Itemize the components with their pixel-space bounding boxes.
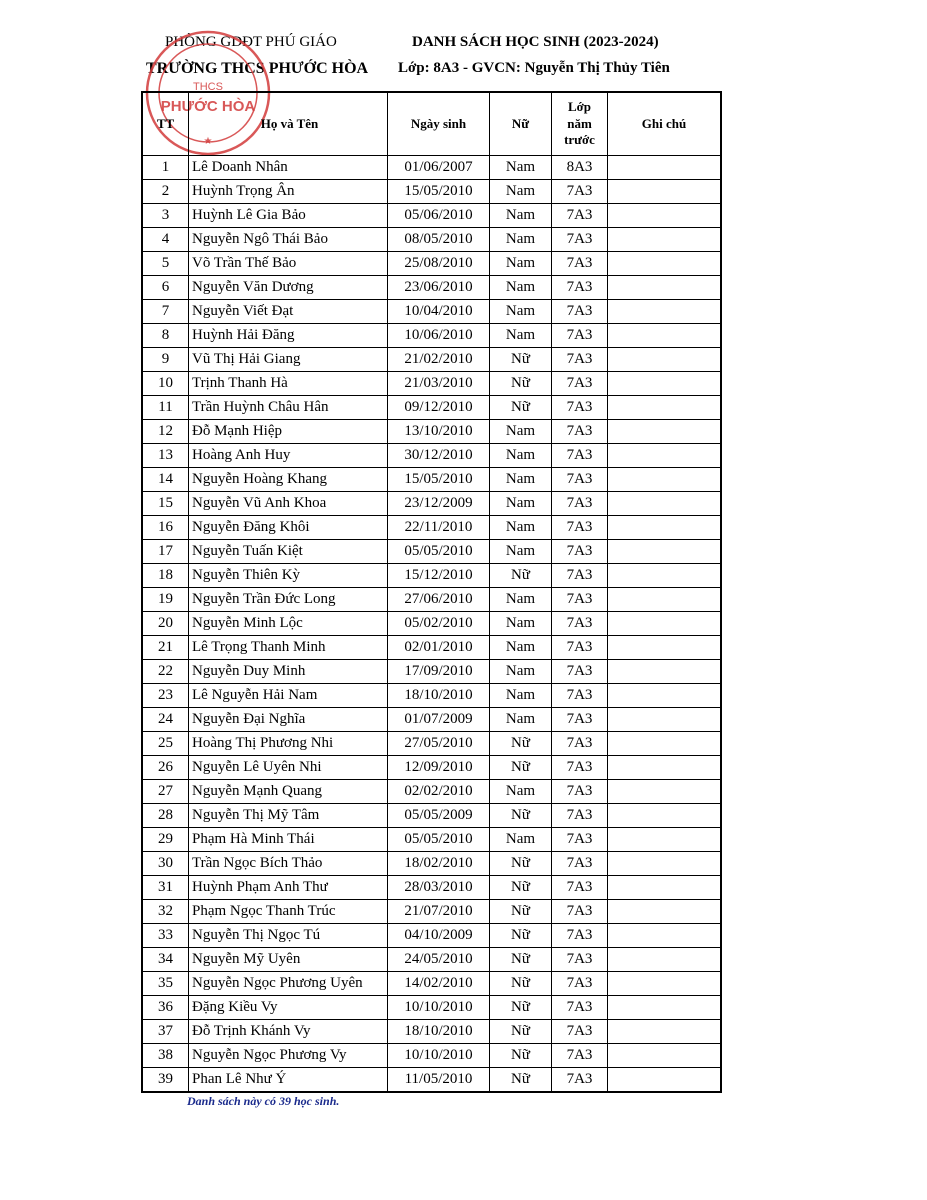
cell-note bbox=[608, 972, 722, 996]
cell-prev-class: 7A3 bbox=[552, 324, 608, 348]
cell-dob: 15/12/2010 bbox=[388, 564, 490, 588]
cell-tt: 39 bbox=[142, 1068, 189, 1093]
cell-note bbox=[608, 396, 722, 420]
cell-dob: 18/02/2010 bbox=[388, 852, 490, 876]
cell-note bbox=[608, 684, 722, 708]
cell-note bbox=[608, 564, 722, 588]
cell-prev-class: 7A3 bbox=[552, 300, 608, 324]
cell-sex: Nam bbox=[490, 540, 552, 564]
col-header-tt: TT bbox=[142, 92, 189, 156]
cell-note bbox=[608, 252, 722, 276]
cell-sex: Nữ bbox=[490, 564, 552, 588]
table-row bbox=[142, 276, 721, 300]
cell-prev-class: 7A3 bbox=[552, 228, 608, 252]
cell-tt: 33 bbox=[142, 924, 189, 948]
cell-prev-class: 7A3 bbox=[552, 204, 608, 228]
cell-name: Nguyễn Thị Ngọc Tú bbox=[189, 924, 388, 948]
cell-name: Nguyễn Minh Lộc bbox=[189, 612, 388, 636]
cell-tt: 4 bbox=[142, 228, 189, 252]
cell-name: Nguyễn Duy Minh bbox=[189, 660, 388, 684]
cell-tt: 36 bbox=[142, 996, 189, 1020]
cell-tt: 22 bbox=[142, 660, 189, 684]
svg-text:THCS: THCS bbox=[193, 81, 223, 93]
cell-name: Nguyễn Vũ Anh Khoa bbox=[189, 492, 388, 516]
cell-tt: 15 bbox=[142, 492, 189, 516]
cell-note bbox=[608, 204, 722, 228]
cell-sex: Nam bbox=[490, 636, 552, 660]
cell-note bbox=[608, 708, 722, 732]
cell-tt: 30 bbox=[142, 852, 189, 876]
cell-prev-class: 7A3 bbox=[552, 1020, 608, 1044]
cell-note bbox=[608, 540, 722, 564]
cell-tt: 16 bbox=[142, 516, 189, 540]
cell-prev-class: 7A3 bbox=[552, 972, 608, 996]
cell-name: Lê Trọng Thanh Minh bbox=[189, 636, 388, 660]
cell-tt: 28 bbox=[142, 804, 189, 828]
cell-note bbox=[608, 660, 722, 684]
cell-name: Nguyễn Đại Nghĩa bbox=[189, 708, 388, 732]
cell-sex: Nam bbox=[490, 516, 552, 540]
cell-tt: 7 bbox=[142, 300, 189, 324]
cell-dob: 04/10/2009 bbox=[388, 924, 490, 948]
cell-dob: 05/05/2009 bbox=[388, 804, 490, 828]
cell-tt: 37 bbox=[142, 1020, 189, 1044]
cell-tt: 12 bbox=[142, 420, 189, 444]
cell-prev-class: 7A3 bbox=[552, 708, 608, 732]
cell-dob: 21/02/2010 bbox=[388, 348, 490, 372]
cell-prev-class: 7A3 bbox=[552, 588, 608, 612]
cell-name: Phạm Ngọc Thanh Trúc bbox=[189, 900, 388, 924]
cell-name: Hoàng Thị Phương Nhi bbox=[189, 732, 388, 756]
cell-name: Đỗ Mạnh Hiệp bbox=[189, 420, 388, 444]
cell-prev-class: 7A3 bbox=[552, 468, 608, 492]
cell-note bbox=[608, 612, 722, 636]
cell-prev-class: 7A3 bbox=[552, 924, 608, 948]
cell-name: Nguyễn Hoàng Khang bbox=[189, 468, 388, 492]
cell-dob: 24/05/2010 bbox=[388, 948, 490, 972]
cell-prev-class: 8A3 bbox=[552, 156, 608, 180]
table-row bbox=[142, 636, 721, 660]
cell-name: Nguyễn Tuấn Kiệt bbox=[189, 540, 388, 564]
cell-note bbox=[608, 348, 722, 372]
table-row bbox=[142, 996, 721, 1020]
cell-name: Nguyễn Mạnh Quang bbox=[189, 780, 388, 804]
cell-name: Huỳnh Hải Đăng bbox=[189, 324, 388, 348]
cell-prev-class: 7A3 bbox=[552, 612, 608, 636]
cell-name: Huỳnh Phạm Anh Thư bbox=[189, 876, 388, 900]
cell-sex: Nam bbox=[490, 276, 552, 300]
cell-tt: 18 bbox=[142, 564, 189, 588]
cell-prev-class: 7A3 bbox=[552, 876, 608, 900]
cell-dob: 21/03/2010 bbox=[388, 372, 490, 396]
cell-tt: 38 bbox=[142, 1044, 189, 1068]
cell-dob: 01/07/2009 bbox=[388, 708, 490, 732]
cell-prev-class: 7A3 bbox=[552, 516, 608, 540]
cell-sex: Nam bbox=[490, 780, 552, 804]
table-row bbox=[142, 1044, 721, 1068]
cell-dob: 18/10/2010 bbox=[388, 1020, 490, 1044]
cell-note bbox=[608, 948, 722, 972]
cell-name: Lê Doanh Nhân bbox=[189, 156, 388, 180]
table-row bbox=[142, 852, 721, 876]
cell-tt: 9 bbox=[142, 348, 189, 372]
table-row bbox=[142, 828, 721, 852]
cell-sex: Nữ bbox=[490, 372, 552, 396]
cell-tt: 35 bbox=[142, 972, 189, 996]
cell-sex: Nữ bbox=[490, 924, 552, 948]
cell-note bbox=[608, 516, 722, 540]
cell-tt: 5 bbox=[142, 252, 189, 276]
cell-note bbox=[608, 1044, 722, 1068]
col-header-prev-class bbox=[552, 92, 608, 156]
cell-name: Nguyễn Ngọc Phương Uyên bbox=[189, 972, 388, 996]
cell-sex: Nữ bbox=[490, 972, 552, 996]
cell-prev-class: 7A3 bbox=[552, 564, 608, 588]
cell-sex: Nữ bbox=[490, 948, 552, 972]
cell-dob: 28/03/2010 bbox=[388, 876, 490, 900]
table-row bbox=[142, 252, 721, 276]
cell-note bbox=[608, 588, 722, 612]
table-row bbox=[142, 756, 721, 780]
table-row bbox=[142, 780, 721, 804]
table-row bbox=[142, 708, 721, 732]
cell-tt: 23 bbox=[142, 684, 189, 708]
cell-tt: 27 bbox=[142, 780, 189, 804]
cell-dob: 27/05/2010 bbox=[388, 732, 490, 756]
cell-dob: 23/12/2009 bbox=[388, 492, 490, 516]
cell-tt: 21 bbox=[142, 636, 189, 660]
table-row bbox=[142, 156, 721, 180]
cell-dob: 10/06/2010 bbox=[388, 324, 490, 348]
col-header-sex: Nữ bbox=[490, 92, 552, 156]
cell-note bbox=[608, 324, 722, 348]
cell-name: Nguyễn Ngô Thái Bảo bbox=[189, 228, 388, 252]
cell-note bbox=[608, 228, 722, 252]
table-row bbox=[142, 876, 721, 900]
cell-sex: Nam bbox=[490, 228, 552, 252]
cell-name: Nguyễn Viết Đạt bbox=[189, 300, 388, 324]
cell-sex: Nam bbox=[490, 708, 552, 732]
cell-name: Phan Lê Như Ý bbox=[189, 1068, 388, 1093]
cell-tt: 6 bbox=[142, 276, 189, 300]
cell-sex: Nam bbox=[490, 612, 552, 636]
table-row bbox=[142, 1068, 721, 1093]
table-row bbox=[142, 516, 721, 540]
cell-dob: 01/06/2007 bbox=[388, 156, 490, 180]
cell-sex: Nam bbox=[490, 156, 552, 180]
table-row bbox=[142, 660, 721, 684]
cell-prev-class: 7A3 bbox=[552, 348, 608, 372]
cell-name: Nguyễn Thiên Kỳ bbox=[189, 564, 388, 588]
school-name: TRƯỜNG THCS PHƯỚC HÒA bbox=[146, 60, 369, 77]
cell-note bbox=[608, 492, 722, 516]
cell-prev-class: 7A3 bbox=[552, 636, 608, 660]
cell-prev-class: 7A3 bbox=[552, 444, 608, 468]
cell-tt: 2 bbox=[142, 180, 189, 204]
cell-dob: 10/04/2010 bbox=[388, 300, 490, 324]
cell-dob: 30/12/2010 bbox=[388, 444, 490, 468]
table-row bbox=[142, 804, 721, 828]
table-row bbox=[142, 180, 721, 204]
cell-name: Nguyễn Văn Dương bbox=[189, 276, 388, 300]
cell-prev-class: 7A3 bbox=[552, 828, 608, 852]
cell-name: Trần Ngọc Bích Thảo bbox=[189, 852, 388, 876]
cell-prev-class: 7A3 bbox=[552, 492, 608, 516]
cell-sex: Nam bbox=[490, 300, 552, 324]
cell-tt: 25 bbox=[142, 732, 189, 756]
table-row bbox=[142, 972, 721, 996]
table-row bbox=[142, 732, 721, 756]
cell-note bbox=[608, 156, 722, 180]
table-row bbox=[142, 1020, 721, 1044]
document-title: DANH SÁCH HỌC SINH (2023-2024) bbox=[412, 34, 659, 50]
table-row bbox=[142, 468, 721, 492]
cell-note bbox=[608, 732, 722, 756]
cell-tt: 26 bbox=[142, 756, 189, 780]
cell-sex: Nam bbox=[490, 588, 552, 612]
cell-sex: Nữ bbox=[490, 756, 552, 780]
cell-note bbox=[608, 828, 722, 852]
svg-text:★: ★ bbox=[203, 136, 213, 147]
cell-tt: 29 bbox=[142, 828, 189, 852]
student-list-table bbox=[141, 91, 722, 1093]
cell-sex: Nữ bbox=[490, 1020, 552, 1044]
cell-prev-class: 7A3 bbox=[552, 780, 608, 804]
cell-dob: 05/05/2010 bbox=[388, 540, 490, 564]
cell-prev-class: 7A3 bbox=[552, 852, 608, 876]
cell-prev-class: 7A3 bbox=[552, 948, 608, 972]
col-header-prev-class-line3: trước bbox=[564, 132, 595, 148]
cell-sex: Nữ bbox=[490, 900, 552, 924]
cell-name: Nguyễn Trần Đức Long bbox=[189, 588, 388, 612]
cell-note bbox=[608, 420, 722, 444]
cell-note bbox=[608, 276, 722, 300]
table-row bbox=[142, 612, 721, 636]
cell-sex: Nữ bbox=[490, 1068, 552, 1093]
cell-tt: 34 bbox=[142, 948, 189, 972]
table-row bbox=[142, 924, 721, 948]
cell-dob: 05/06/2010 bbox=[388, 204, 490, 228]
cell-prev-class: 7A3 bbox=[552, 1068, 608, 1093]
cell-name: Đỗ Trịnh Khánh Vy bbox=[189, 1020, 388, 1044]
cell-note bbox=[608, 996, 722, 1020]
cell-prev-class: 7A3 bbox=[552, 180, 608, 204]
table-row bbox=[142, 588, 721, 612]
cell-name: Đặng Kiều Vy bbox=[189, 996, 388, 1020]
col-header-note: Ghi chú bbox=[608, 92, 722, 156]
cell-prev-class: 7A3 bbox=[552, 372, 608, 396]
table-row bbox=[142, 204, 721, 228]
cell-prev-class: 7A3 bbox=[552, 252, 608, 276]
table-row bbox=[142, 540, 721, 564]
cell-sex: Nữ bbox=[490, 804, 552, 828]
table-header-row bbox=[142, 92, 721, 156]
cell-sex: Nam bbox=[490, 204, 552, 228]
cell-name: Võ Trần Thế Bảo bbox=[189, 252, 388, 276]
table-row bbox=[142, 420, 721, 444]
cell-tt: 14 bbox=[142, 468, 189, 492]
cell-prev-class: 7A3 bbox=[552, 1044, 608, 1068]
cell-sex: Nam bbox=[490, 684, 552, 708]
cell-sex: Nữ bbox=[490, 852, 552, 876]
cell-sex: Nữ bbox=[490, 396, 552, 420]
cell-dob: 14/02/2010 bbox=[388, 972, 490, 996]
cell-name: Nguyễn Thị Mỹ Tâm bbox=[189, 804, 388, 828]
cell-sex: Nam bbox=[490, 420, 552, 444]
cell-note bbox=[608, 804, 722, 828]
cell-sex: Nam bbox=[490, 324, 552, 348]
cell-name: Nguyễn Mỹ Uyên bbox=[189, 948, 388, 972]
cell-sex: Nữ bbox=[490, 1044, 552, 1068]
col-header-prev-class-line1: Lớp bbox=[567, 98, 592, 114]
cell-dob: 12/09/2010 bbox=[388, 756, 490, 780]
cell-tt: 17 bbox=[142, 540, 189, 564]
cell-sex: Nam bbox=[490, 660, 552, 684]
cell-sex: Nữ bbox=[490, 876, 552, 900]
cell-name: Huỳnh Trọng Ân bbox=[189, 180, 388, 204]
cell-name: Trịnh Thanh Hà bbox=[189, 372, 388, 396]
cell-tt: 20 bbox=[142, 612, 189, 636]
cell-dob: 21/07/2010 bbox=[388, 900, 490, 924]
table-row bbox=[142, 396, 721, 420]
cell-dob: 10/10/2010 bbox=[388, 1044, 490, 1068]
col-header-name: Họ và Tên bbox=[189, 92, 388, 156]
cell-tt: 11 bbox=[142, 396, 189, 420]
cell-sex: Nam bbox=[490, 180, 552, 204]
cell-note bbox=[608, 756, 722, 780]
cell-note bbox=[608, 372, 722, 396]
table-row bbox=[142, 564, 721, 588]
cell-dob: 09/12/2010 bbox=[388, 396, 490, 420]
table-row bbox=[142, 948, 721, 972]
cell-name: Vũ Thị Hải Giang bbox=[189, 348, 388, 372]
cell-dob: 11/05/2010 bbox=[388, 1068, 490, 1093]
cell-prev-class: 7A3 bbox=[552, 396, 608, 420]
cell-tt: 1 bbox=[142, 156, 189, 180]
cell-name: Huỳnh Lê Gia Bảo bbox=[189, 204, 388, 228]
table-row bbox=[142, 444, 721, 468]
cell-note bbox=[608, 468, 722, 492]
cell-dob: 27/06/2010 bbox=[388, 588, 490, 612]
cell-note bbox=[608, 900, 722, 924]
cell-dob: 05/05/2010 bbox=[388, 828, 490, 852]
cell-sex: Nam bbox=[490, 252, 552, 276]
cell-sex: Nam bbox=[490, 828, 552, 852]
cell-prev-class: 7A3 bbox=[552, 660, 608, 684]
cell-dob: 15/05/2010 bbox=[388, 468, 490, 492]
cell-note bbox=[608, 1068, 722, 1093]
cell-dob: 02/02/2010 bbox=[388, 780, 490, 804]
cell-tt: 24 bbox=[142, 708, 189, 732]
cell-name: Lê Nguyễn Hải Nam bbox=[189, 684, 388, 708]
cell-note bbox=[608, 300, 722, 324]
cell-prev-class: 7A3 bbox=[552, 732, 608, 756]
cell-dob: 15/05/2010 bbox=[388, 180, 490, 204]
cell-dob: 25/08/2010 bbox=[388, 252, 490, 276]
table-row bbox=[142, 228, 721, 252]
cell-dob: 10/10/2010 bbox=[388, 996, 490, 1020]
cell-sex: Nam bbox=[490, 468, 552, 492]
cell-note bbox=[608, 780, 722, 804]
cell-dob: 05/02/2010 bbox=[388, 612, 490, 636]
cell-prev-class: 7A3 bbox=[552, 996, 608, 1020]
table-row bbox=[142, 300, 721, 324]
cell-prev-class: 7A3 bbox=[552, 540, 608, 564]
class-info: Lớp: 8A3 - GVCN: Nguyễn Thị Thủy Tiên bbox=[398, 60, 670, 76]
svg-text:PHƯỚC HÒA: PHƯỚC HÒA bbox=[160, 98, 256, 115]
cell-note bbox=[608, 444, 722, 468]
cell-prev-class: 7A3 bbox=[552, 420, 608, 444]
cell-dob: 02/01/2010 bbox=[388, 636, 490, 660]
cell-tt: 8 bbox=[142, 324, 189, 348]
cell-tt: 19 bbox=[142, 588, 189, 612]
cell-dob: 23/06/2010 bbox=[388, 276, 490, 300]
cell-name: Hoàng Anh Huy bbox=[189, 444, 388, 468]
table-row bbox=[142, 372, 721, 396]
cell-sex: Nữ bbox=[490, 348, 552, 372]
cell-tt: 10 bbox=[142, 372, 189, 396]
cell-dob: 13/10/2010 bbox=[388, 420, 490, 444]
cell-dob: 18/10/2010 bbox=[388, 684, 490, 708]
cell-note bbox=[608, 636, 722, 660]
cell-sex: Nam bbox=[490, 492, 552, 516]
department-name: PHÒNG GDĐT PHÚ GIÁO bbox=[165, 34, 337, 50]
cell-note bbox=[608, 1020, 722, 1044]
col-header-dob: Ngày sinh bbox=[388, 92, 490, 156]
table-row bbox=[142, 900, 721, 924]
cell-dob: 08/05/2010 bbox=[388, 228, 490, 252]
cell-tt: 32 bbox=[142, 900, 189, 924]
footer-note: Danh sách này có 39 học sinh. bbox=[187, 1094, 340, 1108]
cell-sex: Nam bbox=[490, 444, 552, 468]
cell-note bbox=[608, 924, 722, 948]
cell-note bbox=[608, 876, 722, 900]
cell-prev-class: 7A3 bbox=[552, 900, 608, 924]
cell-name: Nguyễn Đăng Khôi bbox=[189, 516, 388, 540]
table-row bbox=[142, 492, 721, 516]
cell-prev-class: 7A3 bbox=[552, 756, 608, 780]
cell-sex: Nữ bbox=[490, 732, 552, 756]
cell-prev-class: 7A3 bbox=[552, 276, 608, 300]
cell-tt: 31 bbox=[142, 876, 189, 900]
table-row bbox=[142, 324, 721, 348]
cell-prev-class: 7A3 bbox=[552, 804, 608, 828]
cell-dob: 22/11/2010 bbox=[388, 516, 490, 540]
cell-tt: 3 bbox=[142, 204, 189, 228]
cell-name: Phạm Hà Minh Thái bbox=[189, 828, 388, 852]
cell-prev-class: 7A3 bbox=[552, 684, 608, 708]
cell-name: Nguyễn Lê Uyên Nhi bbox=[189, 756, 388, 780]
cell-note bbox=[608, 180, 722, 204]
table-row bbox=[142, 684, 721, 708]
cell-tt: 13 bbox=[142, 444, 189, 468]
cell-name: Nguyễn Ngọc Phương Vy bbox=[189, 1044, 388, 1068]
table-row bbox=[142, 348, 721, 372]
cell-note bbox=[608, 852, 722, 876]
cell-name: Trần Huỳnh Châu Hân bbox=[189, 396, 388, 420]
cell-dob: 17/09/2010 bbox=[388, 660, 490, 684]
col-header-prev-class-line2: năm bbox=[567, 115, 592, 131]
cell-sex: Nữ bbox=[490, 996, 552, 1020]
